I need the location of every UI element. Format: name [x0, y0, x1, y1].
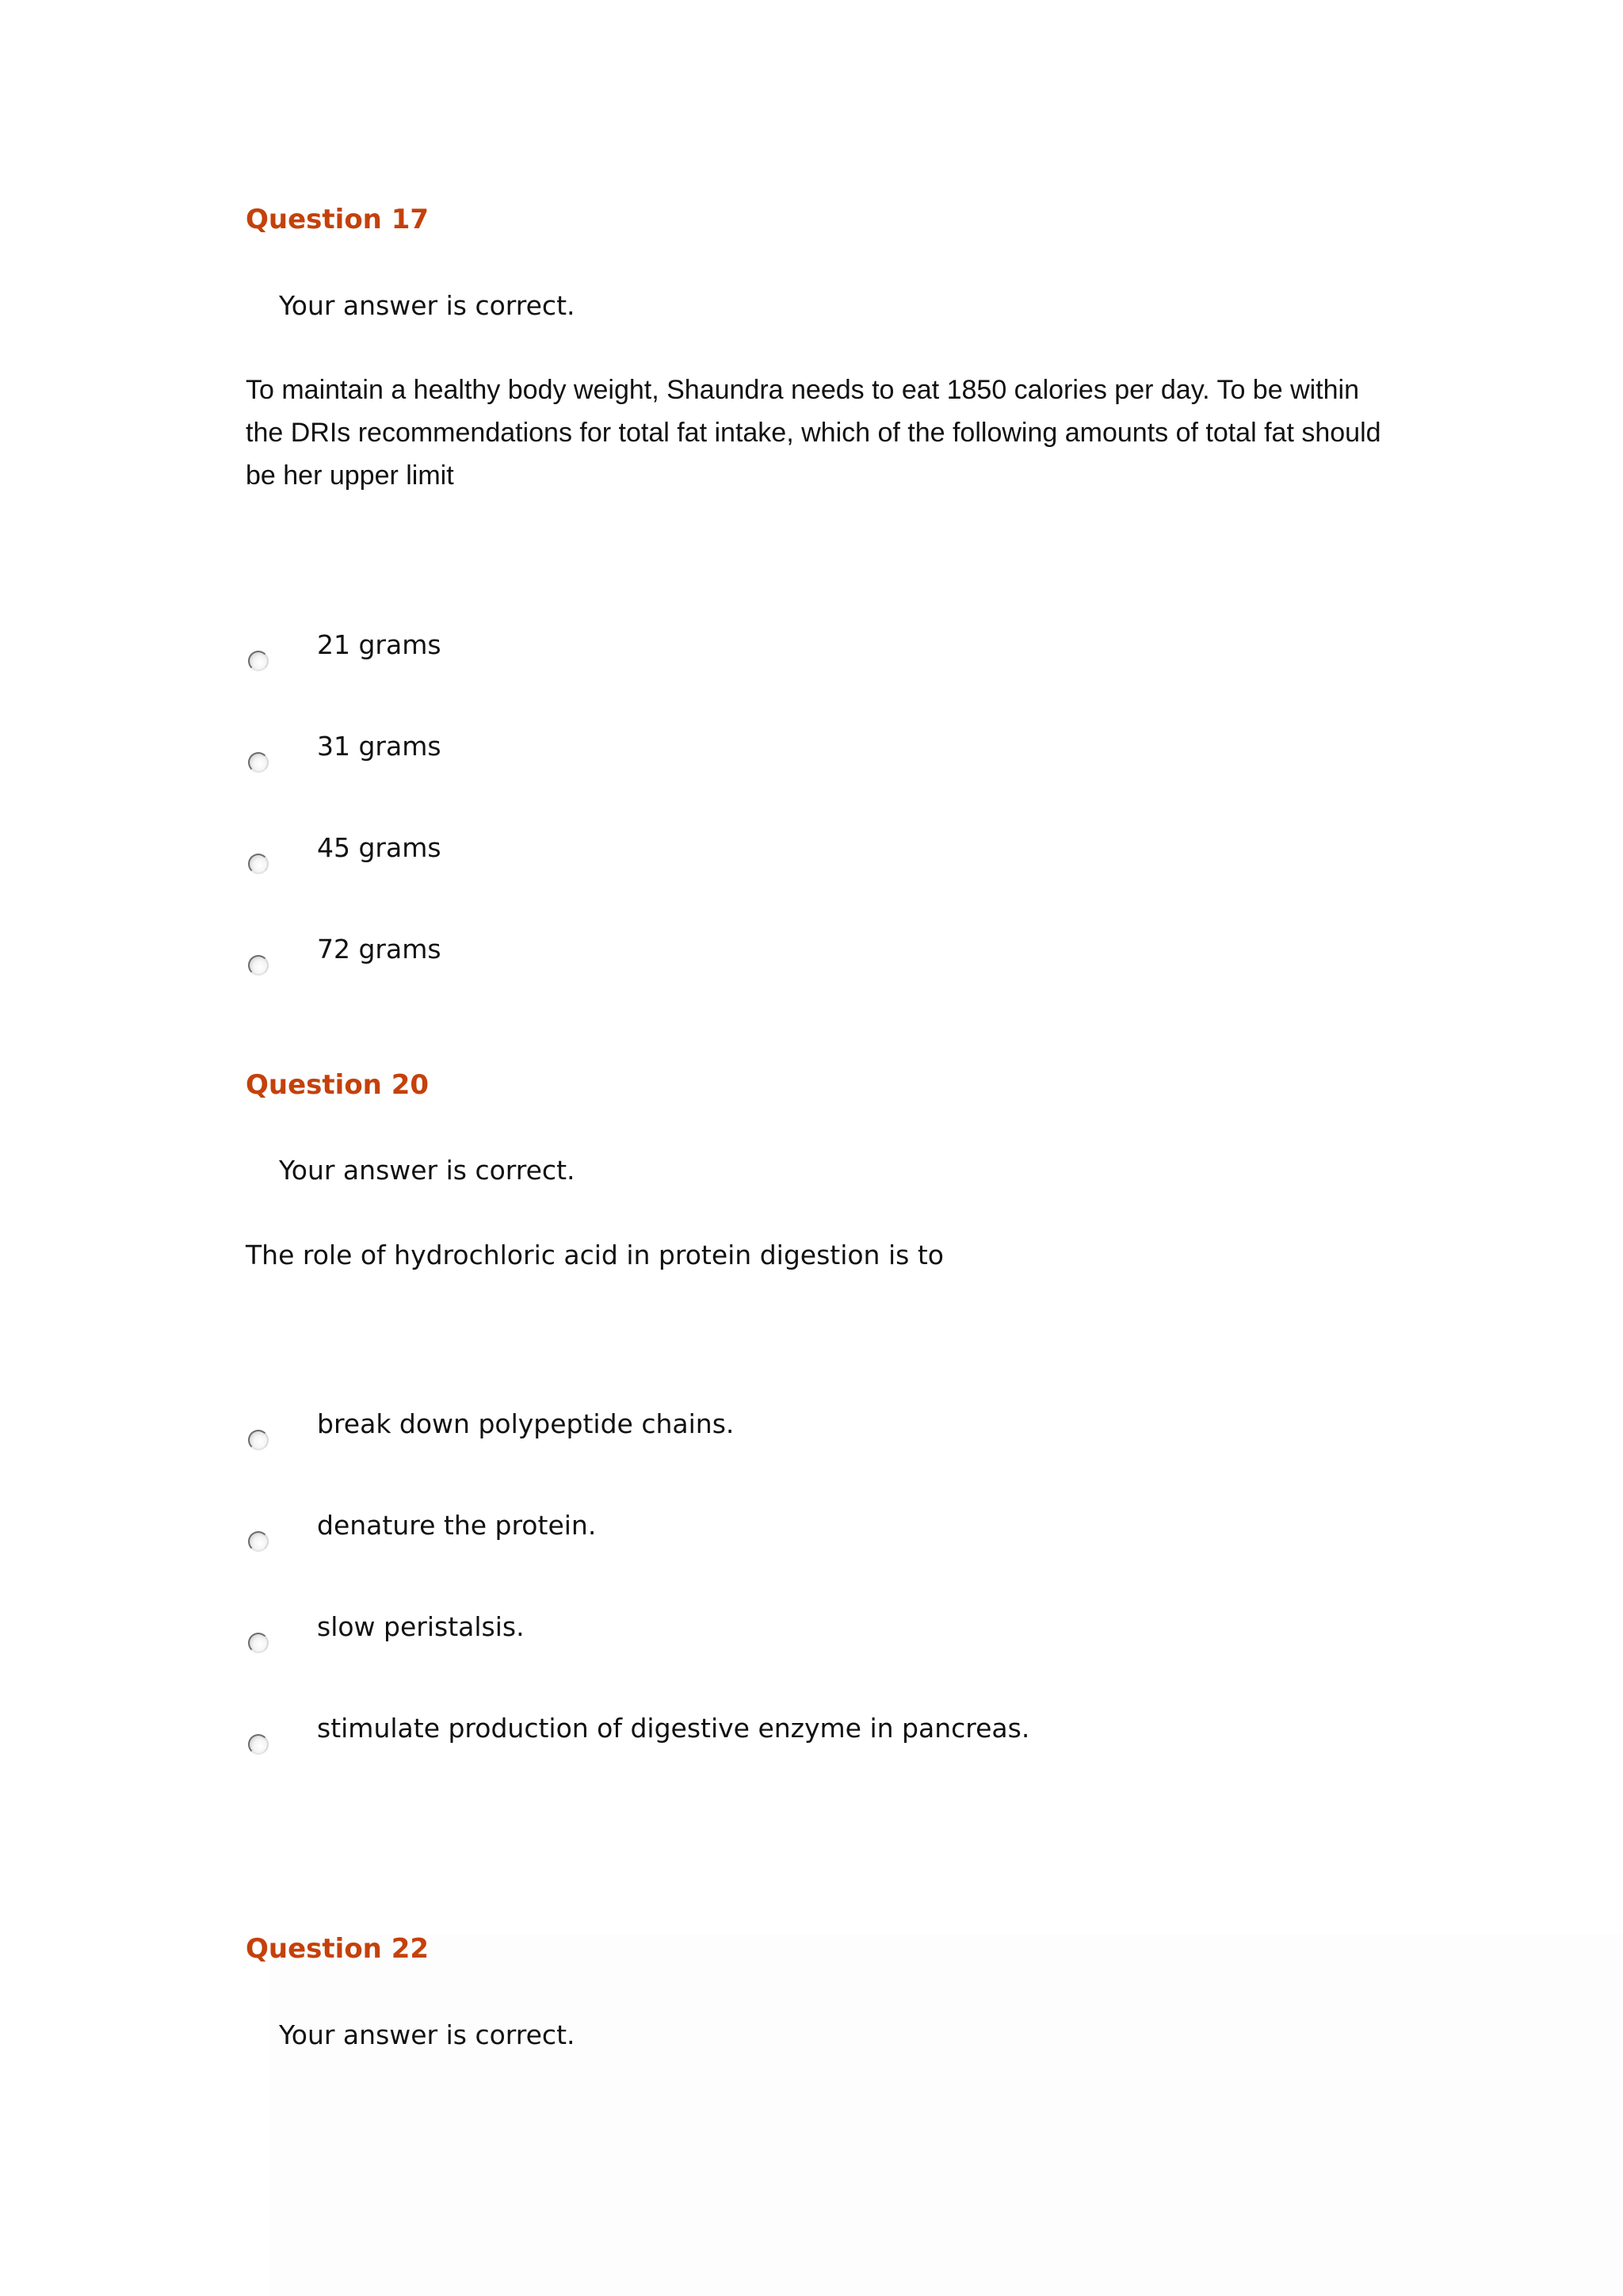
option-label: stimulate production of digestive enzyme in pancreas. — [317, 1713, 1030, 1744]
answer-option[interactable] — [246, 936, 1434, 984]
answer-option[interactable] — [246, 832, 1434, 882]
answer-feedback: Your answer is correct. — [279, 1155, 575, 1186]
answer-feedback: Your answer is correct. — [279, 2019, 575, 2050]
question-title: Question 20 — [246, 1069, 430, 1101]
option-label: break down polypeptide chains. — [317, 1408, 735, 1439]
radio-unselected-icon[interactable] — [248, 1531, 269, 1552]
option-label: 72 grams — [317, 934, 441, 965]
background-panel — [269, 1934, 1623, 2296]
radio-unselected-icon[interactable] — [248, 752, 269, 773]
radio-unselected-icon[interactable] — [248, 1633, 269, 1653]
option-label: slow peristalsis. — [317, 1611, 525, 1642]
question-prompt: To maintain a healthy body weight, Shaundra needs to eat 1850 calories per day. To be within the DRIs recommendations for total fat intake, which of the following amounts of total fat should be her upper limit — [246, 375, 1381, 491]
option-label: denature the protein. — [317, 1510, 597, 1541]
question-title: Question 22 — [246, 1933, 430, 1965]
answer-option[interactable] — [246, 1512, 1434, 1560]
answer-option[interactable] — [246, 733, 1434, 781]
radio-unselected-icon[interactable] — [248, 1734, 269, 1755]
radio-unselected-icon[interactable] — [248, 854, 269, 874]
answer-option[interactable] — [246, 1408, 1434, 1458]
answer-feedback: Your answer is correct. — [279, 290, 575, 321]
answer-option[interactable] — [246, 1611, 1434, 1661]
radio-unselected-icon[interactable] — [248, 651, 269, 671]
answer-option[interactable] — [246, 1715, 1434, 1763]
option-label: 31 grams — [317, 731, 441, 762]
option-label: 21 grams — [317, 629, 441, 660]
radio-unselected-icon[interactable] — [248, 955, 269, 976]
radio-unselected-icon[interactable] — [248, 1430, 269, 1450]
answer-option[interactable] — [246, 629, 1434, 679]
question-title: Question 17 — [246, 204, 430, 235]
option-label: 45 grams — [317, 832, 441, 863]
question-prompt: The role of hydrochloric acid in protein digestion is to — [246, 1240, 944, 1270]
